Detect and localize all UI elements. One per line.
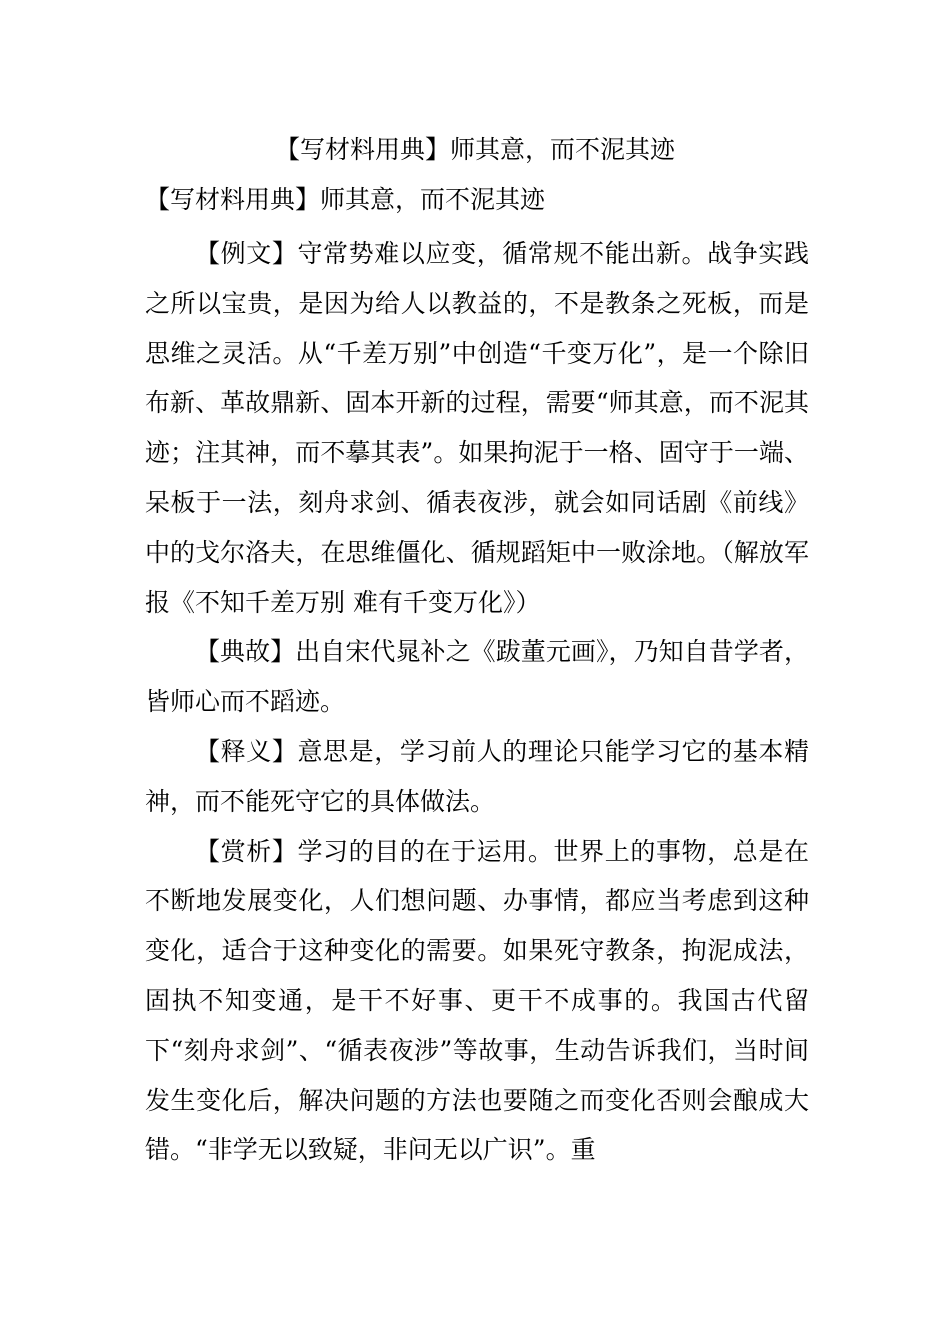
paragraph-label: 【赏析】	[195, 836, 298, 866]
paragraph-appreciation	[145, 827, 809, 1176]
paragraph-text: 守常势难以应变，循常规不能出新。战争实践之所以宝贵，是因为给人以教益的，不是教条之死板，而是思维之灵活。从“千差万别”中创造“千变万化”，是一个除旧布新、革故鼎新、固本开新的过程，需要“师其意，而不泥其迹；注其神，而不摹其表”。如果拘泥于一格、固守于一端、呆板于一法，刻舟求剑、循表夜涉，就会如同话剧《前线》中的戈尔洛夫，在思维僵化、循规蹈矩中一败涂地。（解放军报《不知千差万别 难有千变万化》）	[145, 239, 809, 617]
paragraph-label: 【例文】	[195, 239, 298, 268]
paragraph-text: 出自宋代晁补之《跋董元画》，乃知自昔学者，皆师心而不蹈迹。	[145, 637, 809, 717]
document-body	[145, 229, 809, 1175]
document-title: 【写材料用典】师其意，而不泥其迹	[274, 135, 675, 164]
paragraph-meaning	[145, 727, 809, 827]
paragraph-label: 【典故】	[195, 637, 296, 667]
paragraph-text: 学习的目的在于运用。世界上的事物，总是在不断地发展变化，人们想问题、办事情，都应当考虑到这种变化，适合于这种变化的需要。如果死守教条，拘泥成法，固执不知变通，是干不好事、更干不成事的。我国古代留下“刻舟求剑”、“循表夜涉”等故事，生动告诉我们，当时间发生变化后，解决问题的方法也要随之而变化否则会酿成大错。“非学无以致疑，非问无以广识”。重	[145, 836, 809, 1165]
document-subtitle: 【写材料用典】师其意，而不泥其迹	[145, 185, 546, 214]
paragraph-text: 意思是，学习前人的理论只能学习它的基本精神，而不能死守它的具体做法。	[145, 736, 809, 816]
paragraph-label: 【释义】	[195, 736, 298, 766]
paragraph-example	[145, 229, 809, 627]
paragraph-allusion	[145, 627, 809, 727]
